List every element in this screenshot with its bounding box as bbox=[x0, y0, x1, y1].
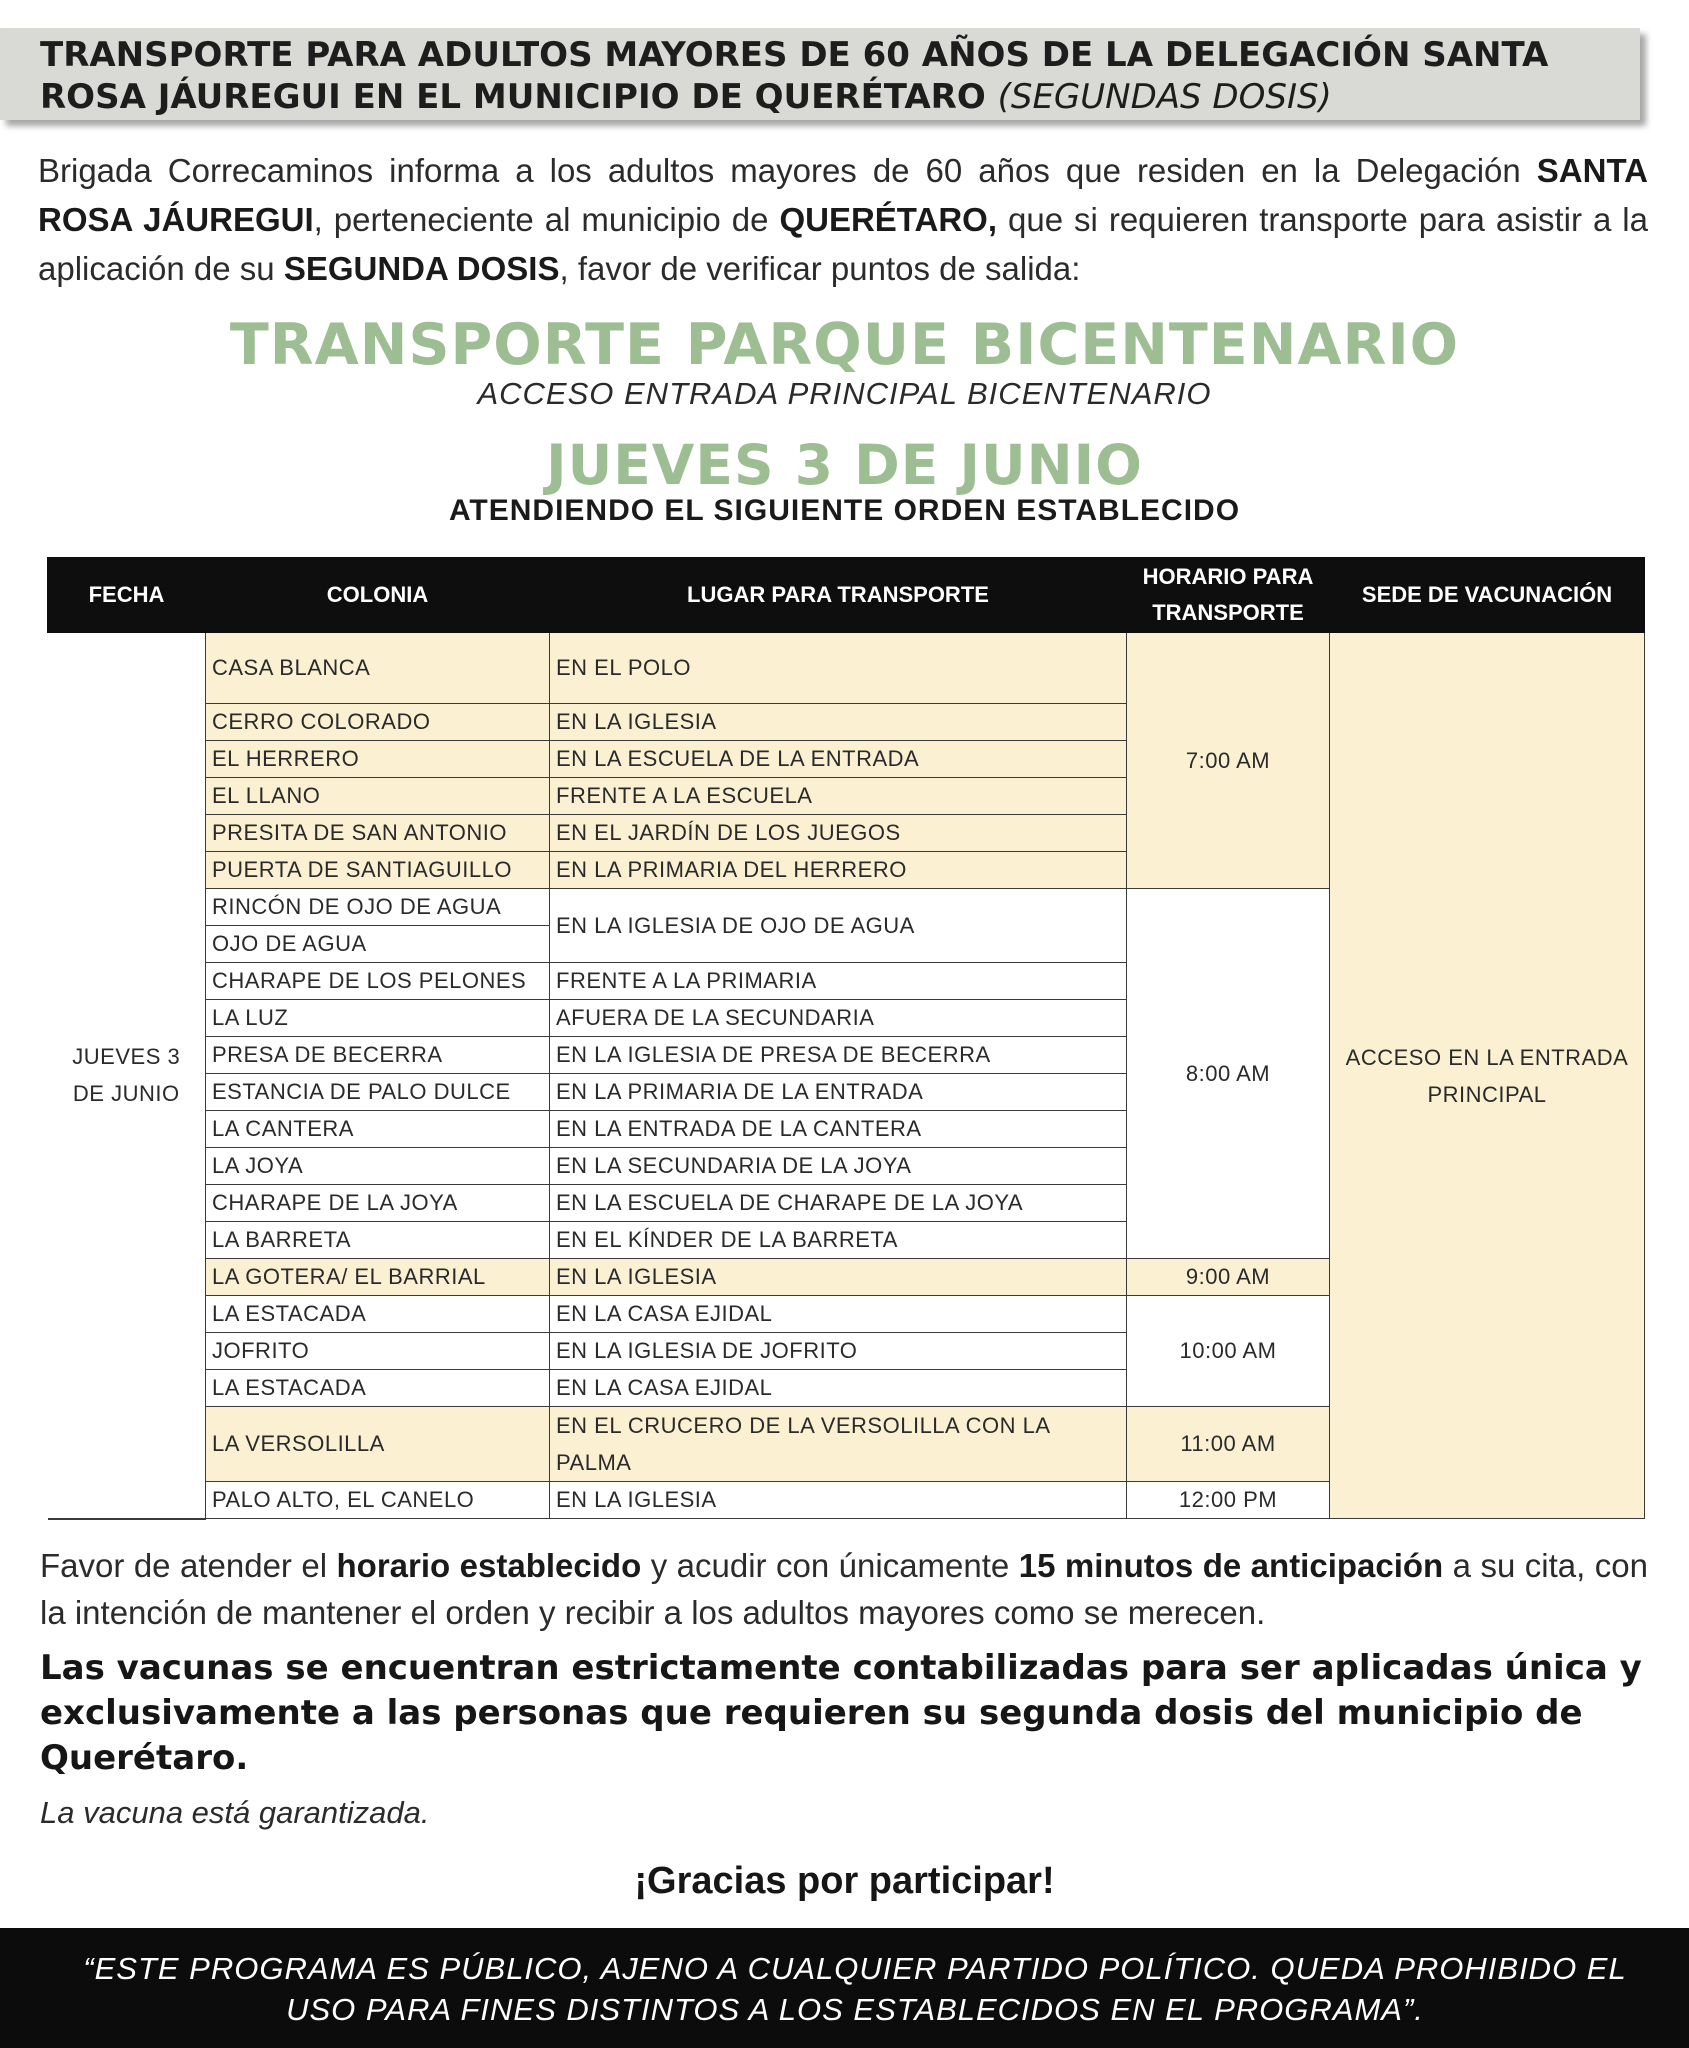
header-sede: SEDE DE VACUNACIÓN bbox=[1330, 558, 1645, 633]
notice-text-3: a su cita, con la intención de mantener el orden y recibir a los adultos mayores como se merecen. bbox=[40, 1547, 1648, 1631]
lugar-cell: EN LA IGLESIA bbox=[550, 704, 1127, 741]
intro-bold-3: SEGUNDA DOSIS bbox=[283, 250, 560, 287]
table-row bbox=[48, 633, 1645, 704]
event-date: JUEVES 3 DE JUNIO bbox=[546, 433, 1143, 497]
intro-bold-2: QUERÉTARO, bbox=[779, 201, 998, 238]
lugar-cell: EN LA CASA EJIDAL bbox=[550, 1296, 1127, 1333]
lugar-cell: EN LA PRIMARIA DE LA ENTRADA bbox=[550, 1074, 1127, 1111]
lugar-cell: EN EL JARDÍN DE LOS JUEGOS bbox=[550, 815, 1127, 852]
colonia-cell: LA BARRETA bbox=[206, 1222, 550, 1259]
horario-cell: 12:00 PM bbox=[1127, 1482, 1330, 1519]
colonia-cell: LA GOTERA/ EL BARRIAL bbox=[206, 1259, 550, 1296]
page-title bbox=[40, 34, 1630, 118]
lugar-cell: EN EL KÍNDER DE LA BARRETA bbox=[550, 1222, 1127, 1259]
colonia-cell: PUERTA DE SANTIAGUILLO bbox=[206, 852, 550, 889]
lugar-cell: EN LA SECUNDARIA DE LA JOYA bbox=[550, 1148, 1127, 1185]
lugar-cell: FRENTE A LA ESCUELA bbox=[550, 778, 1127, 815]
lugar-cell: EN LA CASA EJIDAL bbox=[550, 1370, 1127, 1407]
header-horario: HORARIO PARA TRANSPORTE bbox=[1127, 558, 1330, 633]
transport-title: TRANSPORTE PARQUE BICENTENARIO bbox=[229, 312, 1460, 378]
lugar-cell: EN LA IGLESIA bbox=[550, 1259, 1127, 1296]
lugar-cell: EN LA PRIMARIA DEL HERRERO bbox=[550, 852, 1127, 889]
lugar-cell: EN LA ESCUELA DE LA ENTRADA bbox=[550, 741, 1127, 778]
table-header-row bbox=[48, 558, 1645, 633]
colonia-cell: PRESITA DE SAN ANTONIO bbox=[206, 815, 550, 852]
schedule-table bbox=[47, 557, 1645, 1520]
lugar-cell: AFUERA DE LA SECUNDARIA bbox=[550, 1000, 1127, 1037]
fecha-cell: JUEVES 3 DE JUNIO bbox=[48, 633, 206, 1519]
header-fecha: FECHA bbox=[48, 558, 206, 633]
notice-text-1: Favor de atender el bbox=[40, 1547, 337, 1584]
footer-bar bbox=[0, 1928, 1689, 2048]
lugar-cell: EN LA ESCUELA DE CHARAPE DE LA JOYA bbox=[550, 1185, 1127, 1222]
lugar-cell: EN LA IGLESIA DE JOFRITO bbox=[550, 1333, 1127, 1370]
schedule-notice bbox=[40, 1542, 1648, 1636]
lugar-cell: FRENTE A LA PRIMARIA bbox=[550, 963, 1127, 1000]
colonia-cell: EL HERRERO bbox=[206, 741, 550, 778]
horario-cell: 8:00 AM bbox=[1127, 889, 1330, 1259]
intro-bold-1: SANTA ROSA JÁUREGUI bbox=[38, 152, 1648, 238]
header-lugar: LUGAR PARA TRANSPORTE bbox=[550, 558, 1127, 633]
colonia-cell: LA JOYA bbox=[206, 1148, 550, 1185]
lugar-cell: EN EL CRUCERO DE LA VERSOLILLA CON LA PALMA bbox=[550, 1407, 1127, 1482]
colonia-cell: PALO ALTO, EL CANELO bbox=[206, 1482, 550, 1519]
colonia-cell: JOFRITO bbox=[206, 1333, 550, 1370]
vaccine-warning: Las vacunas se encuentran estrictamente contabilizadas para ser aplicadas única y exclusivamente a las personas que requieren su segunda dosis del municipio de Querétaro. bbox=[40, 1648, 1642, 1778]
intro-paragraph bbox=[38, 146, 1648, 293]
colonia-cell: CHARAPE DE LOS PELONES bbox=[206, 963, 550, 1000]
lugar-cell: EN LA IGLESIA DE PRESA DE BECERRA bbox=[550, 1037, 1127, 1074]
lugar-cell: EN LA IGLESIA DE OJO DE AGUA bbox=[550, 889, 1127, 963]
notice-bold-2: 15 minutos de anticipación bbox=[1018, 1547, 1444, 1584]
colonia-cell: CERRO COLORADO bbox=[206, 704, 550, 741]
order-note: ATENDIENDO EL SIGUIENTE ORDEN ESTABLECIDO bbox=[448, 494, 1241, 527]
horario-cell: 9:00 AM bbox=[1127, 1259, 1330, 1296]
intro-text-1: Brigada Correcaminos informa a los adultos mayores de 60 años que residen en la Delegación bbox=[38, 152, 1537, 189]
sede-cell: ACCESO EN LA ENTRADA PRINCIPAL bbox=[1330, 633, 1645, 1519]
lugar-cell: EN EL POLO bbox=[550, 633, 1127, 704]
colonia-cell: CASA BLANCA bbox=[206, 633, 550, 704]
horario-cell: 10:00 AM bbox=[1127, 1296, 1330, 1407]
footer-disclaimer: “ESTE PROGRAMA ES PÚBLICO, AJENO A CUALQUIER PARTIDO POLÍTICO. QUEDA PROHIBIDO EL USO PARA FINES DISTINTOS A LOS ESTABLECIDOS EN EL PROGRAMA”. bbox=[83, 1951, 1627, 2027]
colonia-cell: ESTANCIA DE PALO DULCE bbox=[206, 1074, 550, 1111]
header-colonia: COLONIA bbox=[206, 558, 550, 633]
thanks-message: ¡Gracias por participar! bbox=[634, 1860, 1055, 1902]
colonia-cell: LA ESTACADA bbox=[206, 1296, 550, 1333]
transport-subtitle: ACCESO ENTRADA PRINCIPAL BICENTENARIO bbox=[477, 376, 1212, 411]
colonia-cell: OJO DE AGUA bbox=[206, 926, 550, 963]
notice-text-2: y acudir con únicamente bbox=[641, 1547, 1019, 1584]
intro-text-3: que si requieren transporte para asistir a la aplicación de su bbox=[38, 201, 1648, 287]
guarantee-note: La vacuna está garantizada. bbox=[40, 1795, 430, 1830]
horario-cell: 7:00 AM bbox=[1127, 633, 1330, 889]
title-subtitle: (SEGUNDAS DOSIS) bbox=[997, 77, 1332, 117]
horario-cell: 11:00 AM bbox=[1127, 1407, 1330, 1482]
notice-bold-1: horario establecido bbox=[336, 1547, 642, 1584]
colonia-cell: LA LUZ bbox=[206, 1000, 550, 1037]
colonia-cell: CHARAPE DE LA JOYA bbox=[206, 1185, 550, 1222]
lugar-cell: EN LA IGLESIA bbox=[550, 1482, 1127, 1519]
colonia-cell: EL LLANO bbox=[206, 778, 550, 815]
colonia-cell: LA VERSOLILLA bbox=[206, 1407, 550, 1482]
lugar-cell: EN LA ENTRADA DE LA CANTERA bbox=[550, 1111, 1127, 1148]
intro-text-4: , favor de verificar puntos de salida: bbox=[559, 250, 1081, 287]
colonia-cell: RINCÓN DE OJO DE AGUA bbox=[206, 889, 550, 926]
colonia-cell: LA ESTACADA bbox=[206, 1370, 550, 1407]
intro-text-2: , perteneciente al municipio de bbox=[313, 201, 780, 238]
colonia-cell: PRESA DE BECERRA bbox=[206, 1037, 550, 1074]
colonia-cell: LA CANTERA bbox=[206, 1111, 550, 1148]
title-main: TRANSPORTE PARA ADULTOS MAYORES DE 60 AÑOS DE LA DELEGACIÓN SANTA ROSA JÁUREGUI EN EL MUNICIPIO DE QUERÉTARO bbox=[40, 35, 1549, 117]
